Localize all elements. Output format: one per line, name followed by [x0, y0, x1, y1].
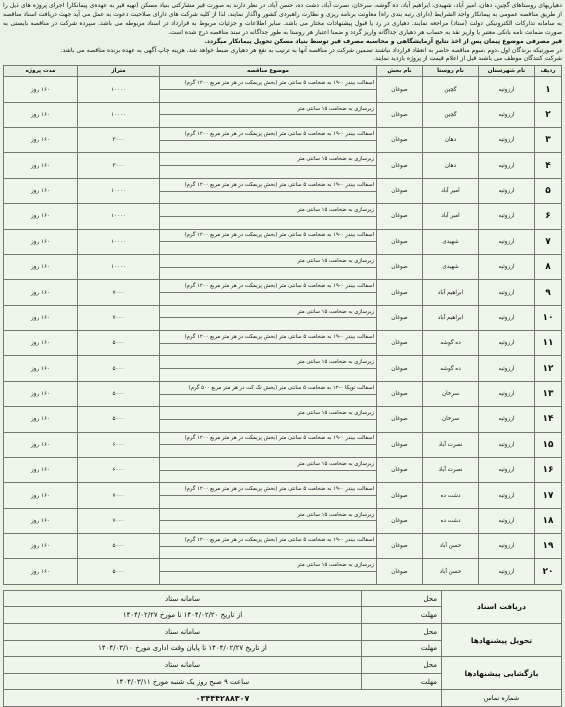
district-cell: صوغان [377, 178, 423, 203]
district-cell: صوغان [377, 254, 423, 279]
row-number: ۳ [535, 128, 562, 153]
schedule-row [4, 657, 562, 674]
opening-place-value: سامانه ستاد [4, 657, 362, 674]
table-row [4, 128, 562, 141]
village-cell: شهیدی [423, 254, 479, 279]
area-cell: ۳۰۰۰ [78, 153, 160, 178]
county-cell: ارزوئیه [479, 280, 535, 305]
area-cell: ۷۰۰۰ [78, 508, 160, 533]
county-cell: ارزوئیه [479, 331, 535, 356]
subject-cell: اسفالت بیندر ۰-۱۹ به ضخامت ۵ سانتی متر (بخش پریمکت در هر متر مربع ۱۲۰۰ گرم) [160, 77, 377, 90]
area-cell: ۵۰۰۰ [78, 331, 160, 356]
table-row [4, 381, 562, 394]
row-number: ۹ [535, 280, 562, 305]
subject-cell: زیرسازی به ضخامت ۱۵ سانتی متر [160, 508, 377, 521]
header-village: نام روستا [423, 66, 479, 77]
duration-cell: ۱۶۰ روز [4, 331, 78, 356]
duration-cell: ۱۶۰ روز [4, 534, 78, 559]
table-row [4, 153, 562, 166]
duration-cell: ۱۶۰ روز [4, 102, 78, 127]
duration-cell: ۱۶۰ روز [4, 229, 78, 254]
row-number: ۶ [535, 204, 562, 229]
village-cell: دهان [423, 153, 479, 178]
village-cell: دشت ده [423, 508, 479, 533]
table-row [4, 356, 562, 369]
subject-cell: اسفالت بیندر ۰-۱۹ به ضخامت ۵ سانتی متر (بخش پریمکت در هر متر مربع ۱۲۰۰ گرم) [160, 178, 377, 191]
schedule-table [3, 590, 562, 707]
village-cell: گچین [423, 77, 479, 102]
village-cell: دشت ده [423, 483, 479, 508]
district-cell: صوغان [377, 432, 423, 457]
county-cell: ارزوئیه [479, 381, 535, 406]
duration-cell: ۱۶۰ روز [4, 280, 78, 305]
subject-cell-extra [160, 521, 377, 534]
subject-cell-extra [160, 496, 377, 509]
subject-cell-extra [160, 191, 377, 204]
row-number: ۱۱ [535, 331, 562, 356]
row-number: ۵ [535, 178, 562, 203]
subject-cell: اسفالت بیندر ۰-۱۹ به ضخامت ۵ سانتی متر (بخش پریمکت در هر متر مربع ۱۲۰۰ گرم) [160, 534, 377, 547]
county-cell: ارزوئیه [479, 128, 535, 153]
schedule-row [4, 624, 562, 641]
phone-value: ۰۳۴۴۴۲۸۸۳۰۷ [4, 690, 442, 707]
area-cell: ۳۰۰۰ [78, 128, 160, 153]
county-cell: ارزوئیه [479, 559, 535, 584]
area-cell: ۱۰۰۰۰ [78, 204, 160, 229]
table-row [4, 457, 562, 470]
duration-cell: ۱۶۰ روز [4, 254, 78, 279]
row-number: ۱۶ [535, 457, 562, 482]
subject-cell-extra [160, 293, 377, 306]
district-cell: صوغان [377, 483, 423, 508]
county-cell: ارزوئیه [479, 77, 535, 102]
duration-cell: ۱۶۰ روز [4, 407, 78, 432]
projects-table-body [4, 77, 562, 585]
opening-time-label: مهلت [362, 673, 442, 690]
village-cell: سرخان [423, 381, 479, 406]
area-cell: ۱۰۰۰۰ [78, 178, 160, 203]
district-cell: صوغان [377, 305, 423, 330]
duration-cell: ۱۶۰ روز [4, 128, 78, 153]
district-cell: صوغان [377, 280, 423, 305]
opening-place-label: محل [362, 657, 442, 674]
header-county: نام شهرستان [479, 66, 535, 77]
subject-cell: زیرسازی به ضخامت ۱۵ سانتی متر [160, 204, 377, 217]
subject-cell-extra [160, 242, 377, 255]
subject-cell-extra [160, 445, 377, 458]
county-cell: ارزوئیه [479, 204, 535, 229]
docs-place-label: محل [362, 590, 442, 607]
county-cell: ارزوئیه [479, 102, 535, 127]
subject-cell-extra [160, 140, 377, 153]
row-number: ۱۹ [535, 534, 562, 559]
bids-deadline-value: از تاریخ ۱۴۰۴/۰۲/۲۷ تا پایان وقت اداری مورخ ۱۴۰۴/۰۳/۱۰ [4, 640, 362, 657]
duration-cell: ۱۶۰ روز [4, 381, 78, 406]
subject-cell-extra [160, 394, 377, 407]
county-cell: ارزوئیه [479, 356, 535, 381]
intro-paragraph-3: در صورتیکه برندگان اول ،دوم ،سوم مناقصه حاضر به انعقاد قرارداد نباشند تضمین شرکت در مناقصه آنها به ترتیب به نفع هر دهیاری ضبط خواهد شد. هزینه چاپ آگهی به عهده برنده مناقصه می باشد. [60, 46, 562, 54]
duration-cell: ۱۶۰ روز [4, 305, 78, 330]
area-cell: ۵۰۰۰ [78, 407, 160, 432]
subject-cell: اسفالت بیندر ۰-۱۹ به ضخامت ۵ سانتی متر (بخش پریمکت در هر متر مربع ۱۲۰۰ گرم) [160, 128, 377, 141]
area-cell: ۶۰۰۰ [78, 457, 160, 482]
county-cell: ارزوئیه [479, 254, 535, 279]
row-number: ۸ [535, 254, 562, 279]
table-row [4, 229, 562, 242]
district-cell: صوغان [377, 457, 423, 482]
row-number: ۱۴ [535, 407, 562, 432]
duration-cell: ۱۶۰ روز [4, 457, 78, 482]
area-cell: ۵۰۰۰ [78, 534, 160, 559]
subject-cell: زیرسازی به ضخامت ۱۵ سانتی متر [160, 254, 377, 267]
subject-cell-extra [160, 343, 377, 356]
subject-cell: زیرسازی به ضخامت ۱۵ سانتی متر [160, 559, 377, 572]
subject-cell-extra [160, 216, 377, 229]
subject-cell: اسفالت بیندر ۰-۱۹ به ضخامت ۵ سانتی متر (بخش پریمکت در هر متر مربع ۱۲۰۰ گرم) [160, 432, 377, 445]
duration-cell: ۱۶۰ روز [4, 483, 78, 508]
table-row [4, 178, 562, 191]
subject-cell-extra [160, 166, 377, 179]
subject-cell-extra [160, 318, 377, 331]
duration-cell: ۱۶۰ روز [4, 178, 78, 203]
bids-place-label: محل [362, 624, 442, 641]
intro-text [3, 2, 562, 64]
village-cell: امیر آباد [423, 204, 479, 229]
village-cell: نصرت آباد [423, 432, 479, 457]
village-cell: حسن آباد [423, 559, 479, 584]
subject-cell-extra [160, 267, 377, 280]
schedule-row [4, 690, 562, 707]
bids-deadline-label: مهلت [362, 640, 442, 657]
village-cell: گچین [423, 102, 479, 127]
county-cell: ارزوئیه [479, 305, 535, 330]
docs-place-value: سامانه ستاد [4, 590, 362, 607]
subject-cell-extra [160, 369, 377, 382]
area-cell: ۷۰۰۰ [78, 305, 160, 330]
duration-cell: ۱۶۰ روز [4, 559, 78, 584]
subject-cell-extra [160, 90, 377, 103]
area-cell: ۵۰۰۰ [78, 381, 160, 406]
table-row [4, 483, 562, 496]
schedule-row [4, 590, 562, 607]
bids-place-value: سامانه ستاد [4, 624, 362, 641]
intro-paragraph-4: شرکت کنندگان موظف می باشند قبل از اعلام قیمت از پروژه بازدید نمایند. [373, 55, 562, 63]
village-cell: دهان [423, 128, 479, 153]
projects-table [3, 65, 562, 585]
county-cell: ارزوئیه [479, 483, 535, 508]
district-cell: صوغان [377, 381, 423, 406]
district-cell: صوغان [377, 356, 423, 381]
village-cell: نصرت آباد [423, 457, 479, 482]
subject-cell: زیرسازی به ضخامت ۱۵ سانتی متر [160, 356, 377, 369]
table-row [4, 559, 562, 572]
duration-cell: ۱۶۰ روز [4, 432, 78, 457]
area-cell: ۱۰۰۰۰ [78, 77, 160, 102]
table-row [4, 508, 562, 521]
row-number: ۱۲ [535, 356, 562, 381]
table-row [4, 305, 562, 318]
village-cell: ده گوشه [423, 356, 479, 381]
county-cell: ارزوئیه [479, 407, 535, 432]
county-cell: ارزوئیه [479, 178, 535, 203]
row-number: ۱۰ [535, 305, 562, 330]
duration-cell: ۱۶۰ روز [4, 153, 78, 178]
bids-section-title: تحویل پیشنهادها [442, 624, 562, 657]
area-cell: ۵۰۰۰ [78, 559, 160, 584]
district-cell: صوغان [377, 229, 423, 254]
county-cell: ارزوئیه [479, 229, 535, 254]
district-cell: صوغان [377, 102, 423, 127]
row-number: ۱۵ [535, 432, 562, 457]
subject-cell-extra [160, 419, 377, 432]
subject-cell: اسفالت بیندر ۰-۱۹ به ضخامت ۵ سانتی متر (بخش پریمکت در هر متر مربع ۱۲۰۰ گرم) [160, 280, 377, 293]
docs-section-title: دریافت اسناد [442, 590, 562, 623]
table-row [4, 331, 562, 344]
subject-cell-extra [160, 546, 377, 559]
district-cell: صوغان [377, 128, 423, 153]
subject-cell: زیرسازی به ضخامت ۱۵ سانتی متر [160, 102, 377, 115]
intro-paragraph-2: قیر مصرفی موضوع پیمان پس از اخذ نتایج آزمایشگاهی و محاسبه مصرف قیر توسط بنیاد مسکن تحویل پیمانکار میگردد. [204, 37, 562, 45]
area-cell: ۱۰۰۰۰ [78, 229, 160, 254]
header-area: متراژ [78, 66, 160, 77]
subject-cell: زیرسازی به ضخامت ۱۵ سانتی متر [160, 305, 377, 318]
header-row-no: ردیف [535, 66, 562, 77]
opening-time-value: ساعت ۹ صبح روز یک شنبه مورخ ۱۴۰۴/۰۳/۱۱ [4, 673, 362, 690]
docs-deadline-value: از تاریخ ۱۴۰۴/۰۲/۲۰ تا مورخ ۱۴۰۴/۰۲/۲۷ [4, 607, 362, 624]
county-cell: ارزوئیه [479, 534, 535, 559]
district-cell: صوغان [377, 153, 423, 178]
row-number: ۴ [535, 153, 562, 178]
phone-label: شماره تماس [442, 690, 562, 707]
table-row [4, 432, 562, 445]
district-cell: صوغان [377, 77, 423, 102]
subject-cell-extra [160, 470, 377, 483]
table-row [4, 280, 562, 293]
row-number: ۲۰ [535, 559, 562, 584]
docs-deadline-label: مهلت [362, 607, 442, 624]
district-cell: صوغان [377, 204, 423, 229]
area-cell: ۱۰۰۰۰ [78, 102, 160, 127]
village-cell: سرخان [423, 407, 479, 432]
row-number: ۲ [535, 102, 562, 127]
subject-cell: زیرسازی به ضخامت ۱۵ سانتی متر [160, 457, 377, 470]
row-number: ۷ [535, 229, 562, 254]
county-cell: ارزوئیه [479, 153, 535, 178]
subject-cell: اسفالت توپکا ۰-۱۲ به ضخامت ۵ سانتی متر (بخش تک کت در هر متر مربع ۵۰۰ گرم) [160, 381, 377, 394]
subject-cell: اسفالت بیندر ۰-۱۹ به ضخامت ۵ سانتی متر (بخش پریمکت در هر متر مربع ۱۲۰۰ گرم) [160, 483, 377, 496]
county-cell: ارزوئیه [479, 432, 535, 457]
duration-cell: ۱۶۰ روز [4, 77, 78, 102]
header-district: نام بخش [377, 66, 423, 77]
row-number: ۱ [535, 77, 562, 102]
village-cell: ده گوشه [423, 331, 479, 356]
subject-cell: زیرسازی به ضخامت ۱۵ سانتی متر [160, 407, 377, 420]
county-cell: ارزوئیه [479, 457, 535, 482]
header-subject: موضوع مناقصه [160, 66, 377, 77]
area-cell: ۶۰۰۰ [78, 432, 160, 457]
table-row [4, 407, 562, 420]
duration-cell: ۱۶۰ روز [4, 204, 78, 229]
table-row [4, 102, 562, 115]
table-row [4, 204, 562, 217]
village-cell: امیر آباد [423, 178, 479, 203]
area-cell: ۷۰۰۰ [78, 280, 160, 305]
district-cell: صوغان [377, 534, 423, 559]
village-cell: ابراهیم آباد [423, 305, 479, 330]
table-row [4, 254, 562, 267]
intro-paragraph-1: دهیاریهای روستاهای گچین، دهان، امیر آباد، شهیدی، ابراهیم آباد، ده گوشه، سرخان، نصرت آباد، دشت ده، حسن آباد، در نظر دارند به صورت قیر مشارکتی بنیاد مسکن (تهیه قیر به عهده‌ی پیمانکار) اجرای پروژه های ذیل را از طریق مناقصه عمومی به پیمانکار واجد الشرایط (دارای رتبه بندی راه) معاونت برنامه ریزی و نظارت راهبردی کشور واگذار نمایند. لذا از کلیه شرکت های دارای صلاحیت دعوت به عمل می آید جهت دریافت اسناد مناقصه به سامانه تدارکات الکترونیکی دولت (ستاد) مراجعه نمایند. دهیاری در رد یا قبول پیشنهادات مختار می باشد. سایر اطلاعات و جزئیات مربوط به قرارداد در اسناد مربوطه می باشد. سپرده شرکت در مناقصه بایستی به صورت ضمانت نامه بانکی معتبر یا واریز نقد به حساب هر دهیاری جداگانه واریز گردد و ضمنا اعتبار هر روستا به طور جداگانه در سند مناقصه درج شده است. [3, 2, 562, 36]
row-number: ۱۳ [535, 381, 562, 406]
county-cell: ارزوئیه [479, 508, 535, 533]
subject-cell-extra [160, 572, 377, 585]
table-header-row [4, 66, 562, 77]
opening-section-title: بازگشایی پیشنهادها [442, 657, 562, 690]
duration-cell: ۱۶۰ روز [4, 508, 78, 533]
district-cell: صوغان [377, 407, 423, 432]
duration-cell: ۱۶۰ روز [4, 356, 78, 381]
area-cell: ۱۰۰۰۰ [78, 254, 160, 279]
subject-cell: زیرسازی به ضخامت ۱۵ سانتی متر [160, 153, 377, 166]
area-cell: ۵۰۰۰ [78, 356, 160, 381]
district-cell: صوغان [377, 508, 423, 533]
row-number: ۱۷ [535, 483, 562, 508]
row-number: ۱۸ [535, 508, 562, 533]
district-cell: صوغان [377, 559, 423, 584]
header-duration: مدت پروژه [4, 66, 78, 77]
village-cell: ابراهیم آباد [423, 280, 479, 305]
district-cell: صوغان [377, 331, 423, 356]
subject-cell: اسفالت بیندر ۰-۱۹ به ضخامت ۵ سانتی متر (بخش پریمکت در هر متر مربع ۱۲۰۰ گرم) [160, 229, 377, 242]
subject-cell-extra [160, 115, 377, 128]
village-cell: شهیدی [423, 229, 479, 254]
table-row [4, 77, 562, 90]
village-cell: حسن آباد [423, 534, 479, 559]
area-cell: ۷۰۰۰ [78, 483, 160, 508]
subject-cell: اسفالت بیندر ۰-۱۹ به ضخامت ۵ سانتی متر (بخش پریمکت در هر متر مربع ۱۲۰۰ گرم) [160, 331, 377, 344]
table-row [4, 534, 562, 547]
